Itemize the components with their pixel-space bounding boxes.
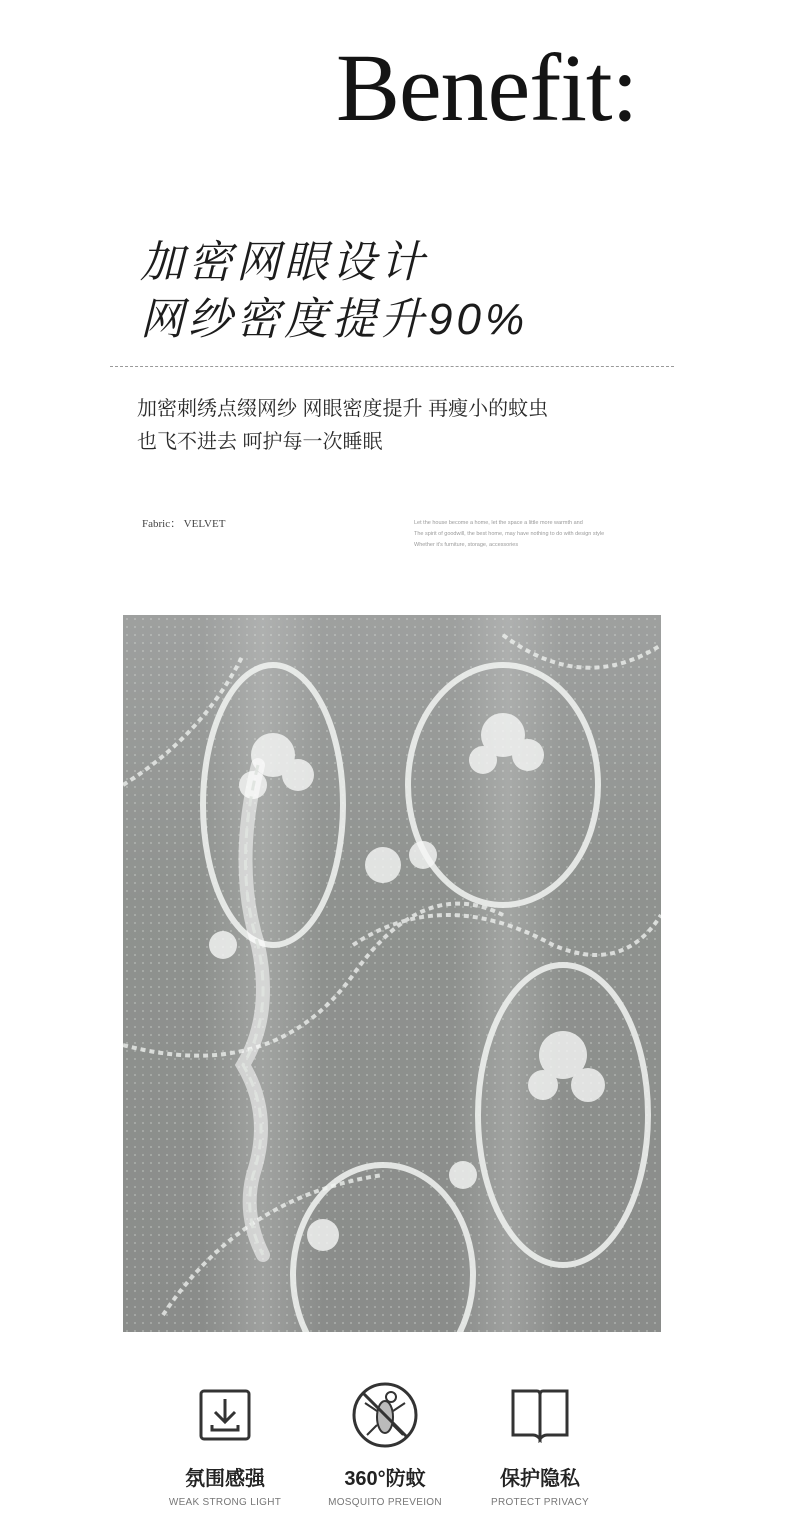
no-mosquito-icon xyxy=(310,1380,460,1450)
feature-subtitle: PROTECT PRIVACY xyxy=(490,1497,590,1508)
description-line-1: 加密刺绣点缀网纱 网眼密度提升 再瘦小的蚊虫 xyxy=(137,398,549,420)
feature-title: 氛围感强 xyxy=(185,1468,265,1490)
headline-line-1: 加密网眼设计 xyxy=(140,238,428,287)
description-line-2: 也飞不进去 呵护每一次睡眠 xyxy=(137,431,383,453)
note-line-1: Let the house become a home, let the space a little more warmth and xyxy=(414,520,583,526)
feature-subtitle: WEAK STRONG LIGHT xyxy=(168,1497,282,1508)
feature-ambience xyxy=(150,1380,300,1508)
headline-line-2: 网纱密度提升90% xyxy=(140,295,529,344)
feature-title: 保护隐私 xyxy=(500,1468,580,1490)
open-book-icon xyxy=(465,1380,615,1450)
feature-privacy xyxy=(465,1380,615,1508)
note-line-2: The spirit of goodwill, the best home, may have nothing to do with design style xyxy=(414,531,605,537)
feature-title: 360°防蚊 xyxy=(344,1468,426,1490)
feature-subtitle: MOSQUITO PREVEION xyxy=(328,1497,442,1508)
feature-mosquito xyxy=(310,1380,460,1508)
note-line-3: Whether it's furniture, storage, accessories xyxy=(414,542,519,548)
dashed-divider xyxy=(110,366,674,367)
brand-title: Benefit: xyxy=(336,34,638,141)
lace-curtain-photo xyxy=(123,615,661,1332)
download-tray-icon xyxy=(150,1380,300,1450)
fabric-label: Fabric： VELVET xyxy=(142,518,226,530)
